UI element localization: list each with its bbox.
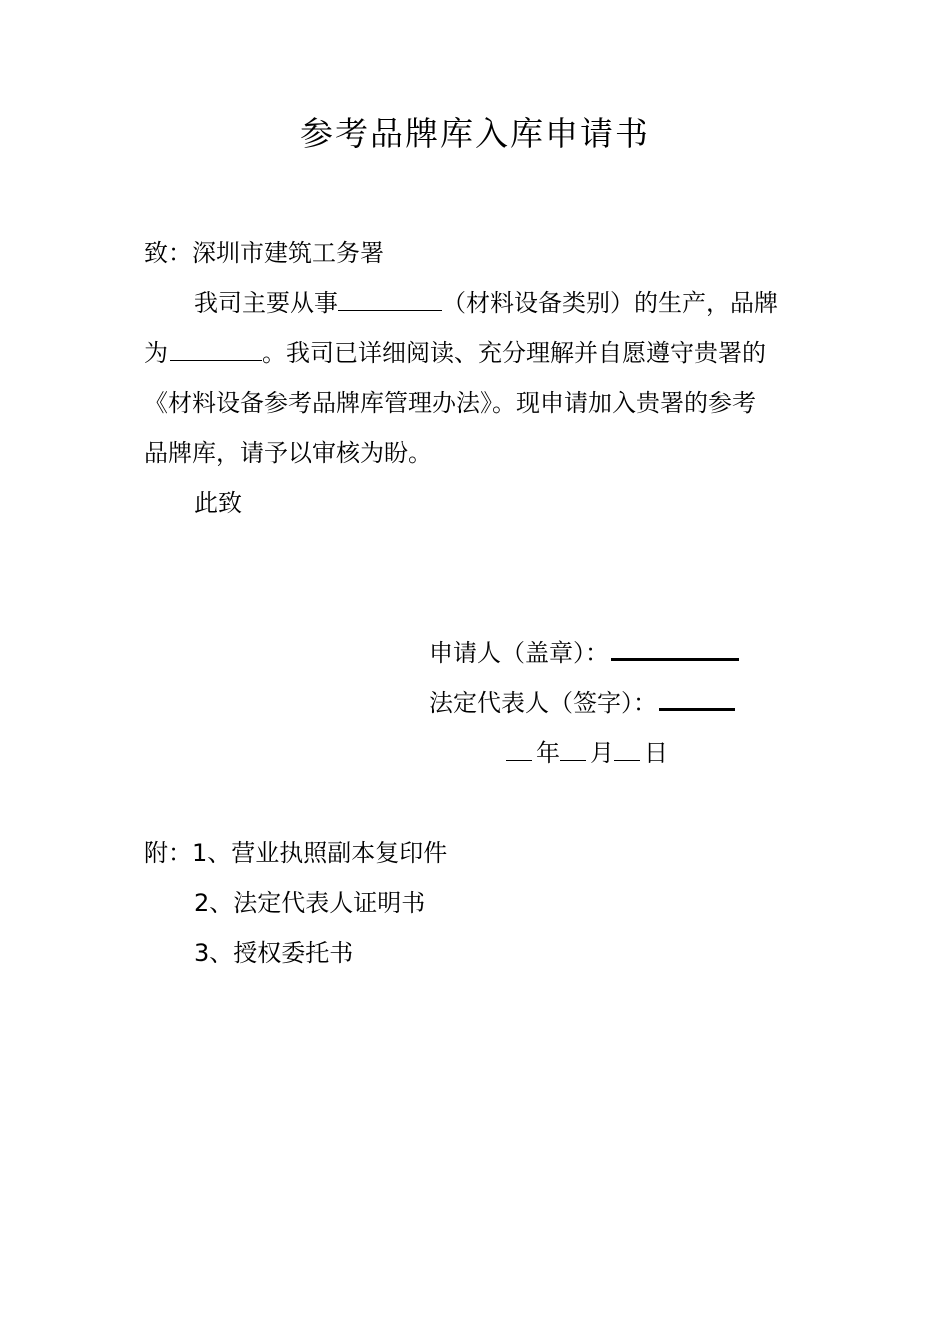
addressee: 致：深圳市建筑工务署 [144, 239, 384, 267]
legal-rep-label: 法定代表人（签字）： [429, 689, 657, 717]
attachment-item: 3、授权委托书 [194, 939, 354, 967]
body-line-3: 《材料设备参考品牌库管理办法》。现申请加入贵署的参考 [144, 389, 756, 417]
applicant-seal-blank[interactable] [611, 657, 739, 661]
attachment-item: 2、法定代表人证明书 [194, 889, 426, 917]
legal-rep-sign-blank[interactable] [659, 707, 735, 711]
body-line-2-start: 为 [144, 339, 168, 367]
year-label: 年 [536, 739, 560, 767]
applicant-label: 申请人（盖章）： [429, 639, 609, 667]
applicant-row [429, 636, 739, 670]
body-line-1-start: 我司主要从事 [194, 289, 338, 317]
body-line-2 [144, 336, 766, 370]
month-label: 月 [590, 739, 614, 767]
month-blank[interactable] [560, 759, 586, 761]
page-title: 参考品牌库入库申请书 [300, 114, 650, 153]
body-line-1 [194, 286, 778, 320]
attachment-item: 1、营业执照副本复印件 [192, 839, 448, 867]
attachment-prefix: 附： [144, 839, 192, 867]
legal-rep-row [429, 686, 735, 720]
day-label: 日 [644, 739, 668, 767]
body-line-1-end: （材料设备类别）的生产，品牌 [442, 289, 778, 317]
category-blank[interactable] [338, 309, 442, 311]
date-row [506, 736, 668, 770]
day-blank[interactable] [614, 759, 640, 761]
body-line-2-end: 。我司已详细阅读、充分理解并自愿遵守贵署的 [262, 339, 766, 367]
attachment-row-1 [144, 836, 447, 870]
body-line-4: 品牌库，请予以审核为盼。 [144, 439, 432, 467]
brand-blank[interactable] [170, 359, 262, 361]
year-blank[interactable] [506, 759, 532, 761]
closing-salutation: 此致 [194, 489, 242, 517]
